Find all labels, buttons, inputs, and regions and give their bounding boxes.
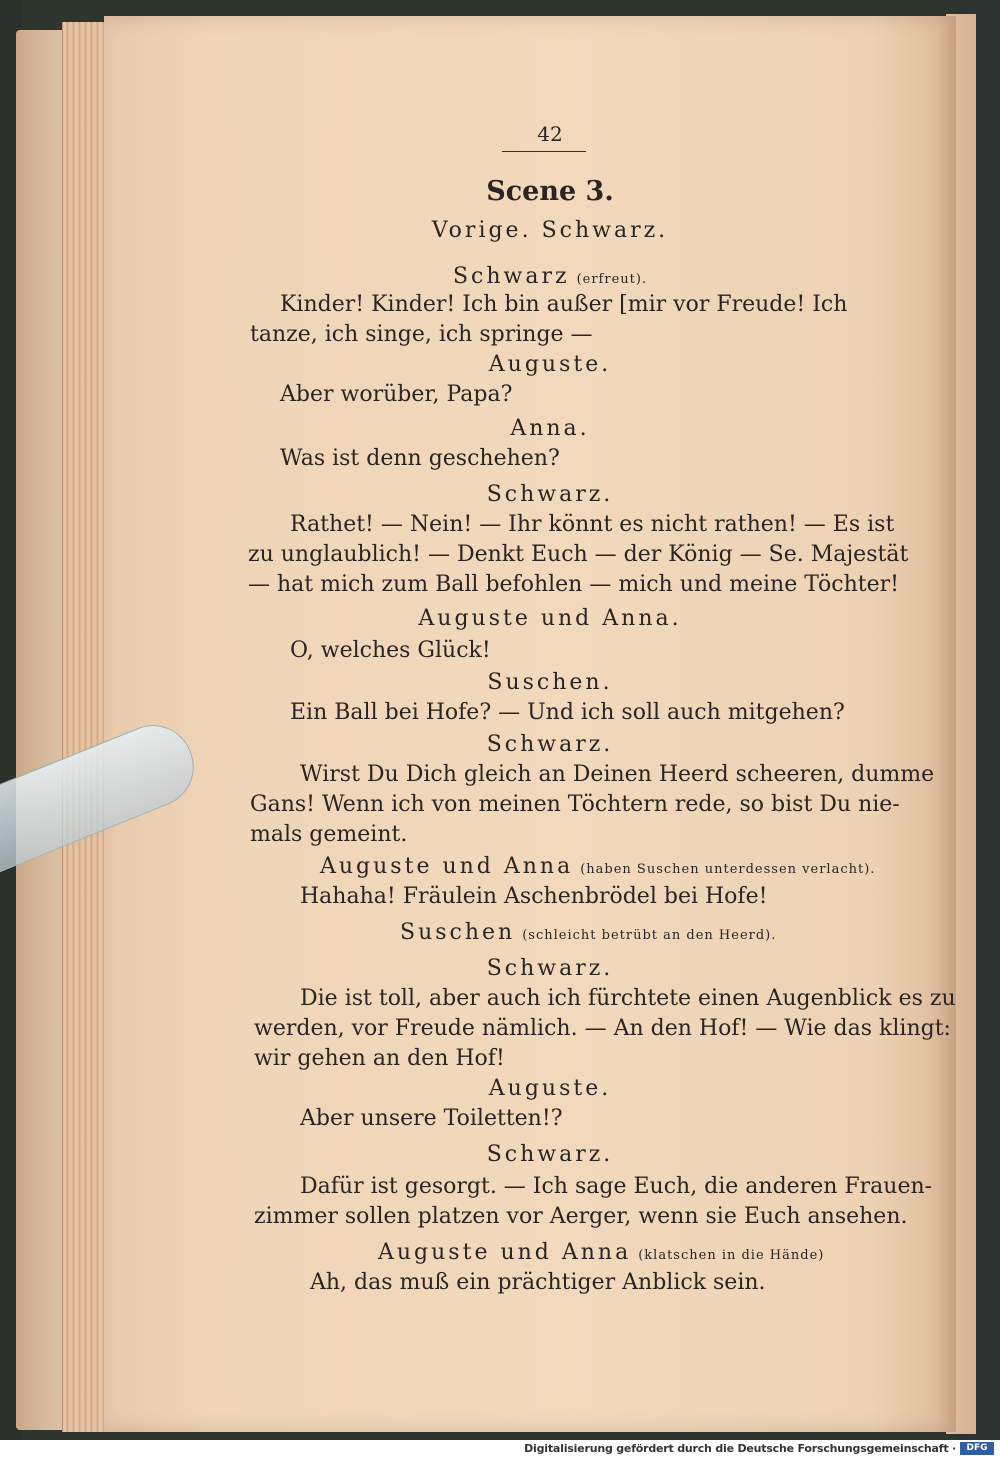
speaker: Schwarz.: [486, 482, 614, 507]
dialogue-line: Was ist denn geschehen?: [280, 446, 560, 471]
scene-title: Scene 3.: [486, 176, 614, 207]
speaker: Auguste und Anna.: [418, 606, 682, 631]
speaker: Schwarz.: [486, 1142, 614, 1167]
speaker: Schwarz.: [486, 732, 614, 757]
speaker: Auguste.: [488, 1076, 612, 1101]
speaker: Anna.: [510, 416, 590, 441]
dialogue-line: zimmer sollen platzen vor Aerger, wenn sie Euch ansehen.: [254, 1204, 908, 1229]
dialogue-line: Wirst Du Dich gleich an Deinen Heerd scheeren, dumme: [300, 762, 935, 787]
page-number: 42: [537, 122, 563, 146]
speaker: Suschen (schleicht betrübt an den Heerd).: [400, 920, 777, 945]
speaker: Schwarz.: [486, 956, 614, 981]
dialogue-line: werden, vor Freude nämlich. — An den Hof! — Wie das klingt:: [254, 1016, 951, 1041]
speaker: Auguste.: [488, 352, 612, 377]
speaker: Suschen.: [487, 670, 613, 695]
speaker: Schwarz (erfreut).: [452, 264, 648, 289]
dialogue-line: wir gehen an den Hof!: [254, 1046, 505, 1071]
page-number-rule: [502, 151, 586, 152]
dialogue-line: Rathet! — Nein! — Ihr könnt es nicht rathen! — Es ist: [290, 512, 895, 537]
dialogue-line: mals gemeint.: [250, 822, 408, 847]
dialogue-line: zu unglaublich! — Denkt Euch — der König — Se. Majestät: [248, 542, 909, 567]
footer-credit: Digitalisierung gefördert durch die Deutsche Forschungsgemeinschaft ·: [524, 1442, 956, 1455]
dialogue-line: Die ist toll, aber auch ich fürchtete einen Augenblick es zu: [300, 986, 956, 1011]
dialogue-line: Aber unsere Toiletten!?: [300, 1106, 563, 1131]
dialogue-line: — hat mich zum Ball befohlen — mich und meine Töchter!: [248, 572, 899, 597]
book-page: [104, 16, 956, 1432]
dfg-logo: DFG: [960, 1442, 994, 1455]
footer-bar: [0, 1440, 1000, 1458]
dialogue-line: tanze, ich singe, ich springe —: [250, 322, 593, 347]
dialogue-line: Gans! Wenn ich von meinen Töchtern rede, so bist Du nie-: [250, 792, 900, 817]
dialogue-line: Aber worüber, Papa?: [280, 382, 513, 407]
dialogue-line: Dafür ist gesorgt. — Ich sage Euch, die anderen Frauen-: [300, 1174, 933, 1199]
dialogue-line: Ah, das muß ein prächtiger Anblick sein.: [310, 1270, 766, 1295]
dialogue-line: Hahaha! Fräulein Aschenbrödel bei Hofe!: [300, 884, 768, 909]
speaker: Auguste und Anna (klatschen in die Hände): [378, 1240, 825, 1265]
dialogue-line: Kinder! Kinder! Ich bin außer [mir vor Freude! Ich: [280, 292, 848, 317]
dialogue-line: Ein Ball bei Hofe? — Und ich soll auch mitgehen?: [290, 700, 845, 725]
dialogue-line: O, welches Glück!: [290, 638, 491, 663]
cast-line: Vorige. Schwarz.: [431, 218, 669, 243]
speaker: Auguste und Anna (haben Suschen unterdessen verlacht).: [320, 854, 876, 879]
